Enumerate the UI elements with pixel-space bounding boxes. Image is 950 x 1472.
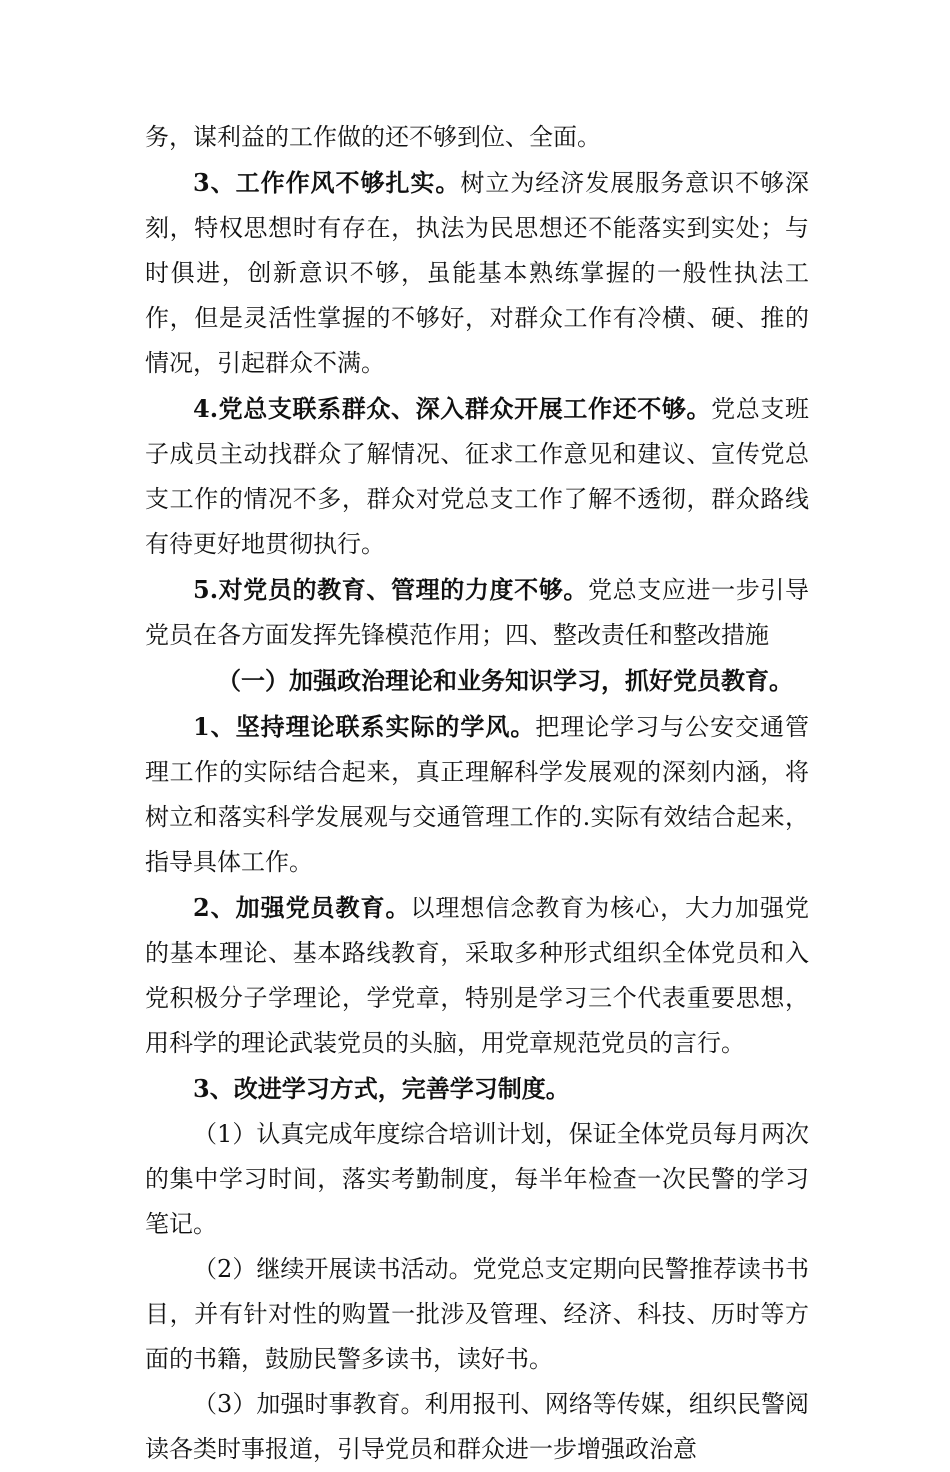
- paragraph-heading: 3、工作作风不够扎实。: [193, 168, 461, 197]
- paragraph-body: （3）加强时事教育。利用报刊、网络等传媒，组织民警阅读各类时事报道，引导党员和群众进一步增强政治意: [145, 1390, 809, 1463]
- paragraph-body: 把理论学习与公安交通管理工作的实际结合起来，真正理解科学发展观的深刻内涵，将树立和落实科学发展观与交通管理工作的.实际有效结合起来，指导具体工作。: [145, 713, 810, 876]
- paragraph-item-1: [145, 1112, 809, 1247]
- paragraph-body: 党总支应进一步引导党员在各方面发挥先锋模范作用；四、整改责任和整改措施: [145, 576, 809, 649]
- paragraph-heading: 5.对党员的教育、管理的力度不够。: [193, 575, 589, 604]
- paragraph-body: 党总支班子成员主动找群众了解情况、征求工作意见和建议、宣传党总支工作的情况不多，群众对党总支工作了解不透彻，群众路线有待更好地贯彻执行。: [145, 395, 809, 558]
- paragraph-contact-masses: [145, 386, 809, 567]
- paragraph-improve-learning: [145, 1066, 809, 1112]
- section-heading-text: （一）加强政治理论和业务知识学习，抓好党员教育。: [217, 666, 793, 695]
- paragraph-body: 务，谋利益的工作做的还不够到位、全面。: [145, 123, 601, 151]
- paragraph-body: （1）认真完成年度综合培训计划，保证全体党员每月两次的集中学习时间，落实考勤制度，每半年检查一次民警的学习笔记。: [145, 1120, 809, 1238]
- paragraph-strengthen-education: [145, 885, 809, 1066]
- paragraph-item-3: [145, 1382, 809, 1472]
- section-heading: [145, 658, 809, 704]
- paragraph-heading: 3、改进学习方式，完善学习制度。: [193, 1074, 570, 1103]
- paragraph-heading: 1、坚持理论联系实际的学风。: [193, 712, 536, 741]
- paragraph-member-education: [145, 567, 809, 658]
- paragraph-study-style: [145, 704, 809, 885]
- paragraph-body: 树立为经济发展服务意识不够深刻，特权思想时有存在，执法为民思想还不能落实到实处；与时俱进，创新意识不够，虽能基本熟练掌握的一般性执法工作，但是灵活性掌握的不够好，对群众工作有冷横、硬、推的情况，引起群众不满。: [145, 169, 810, 377]
- paragraph-continuation: [145, 115, 809, 160]
- paragraph-heading: 4.党总支联系群众、深入群众开展工作还不够。: [193, 394, 712, 423]
- paragraph-body: （2）继续开展读书活动。党党总支定期向民警推荐读书书目，并有针对性的购置一批涉及管理、经济、科技、历时等方面的书籍，鼓励民警多读书，读好书。: [145, 1255, 809, 1373]
- document-page: [145, 115, 809, 1472]
- paragraph-work-style: [145, 160, 809, 386]
- paragraph-item-2: [145, 1247, 809, 1382]
- paragraph-heading: 2、加强党员教育。: [193, 893, 411, 922]
- paragraph-body: 以理想信念教育为核心，大力加强党的基本理论、基本路线教育，采取多种形式组织全体党员和入党积极分子学理论，学党章，特别是学习三个代表重要思想，用科学的理论武装党员的头脑，用党章规范党员的言行。: [145, 894, 809, 1057]
